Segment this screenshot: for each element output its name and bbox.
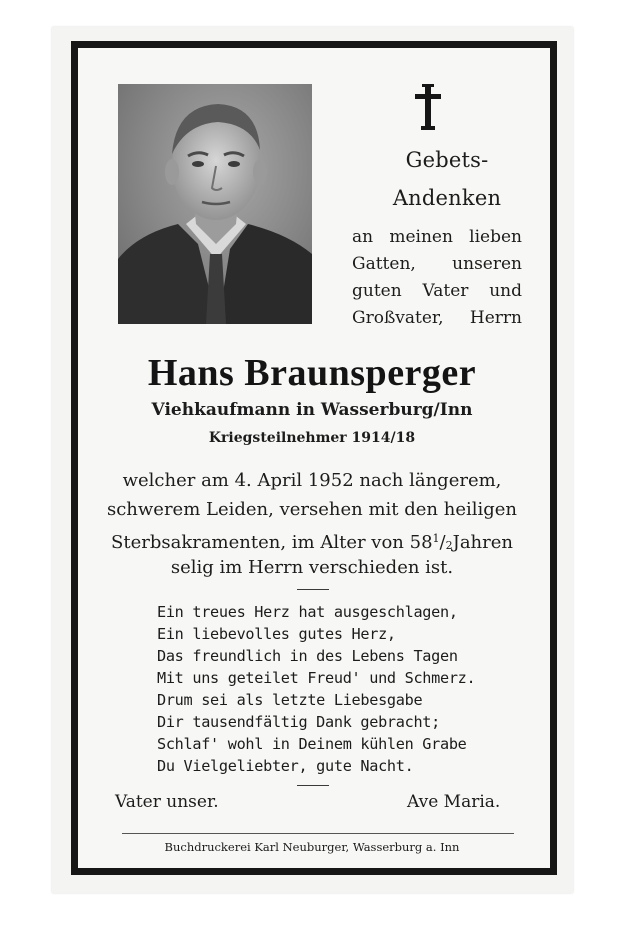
verse-line: Das freundlich in des Lebens Tagen bbox=[157, 647, 458, 665]
verse-line: Du Vielgeliebter, gute Nacht. bbox=[157, 757, 414, 775]
verse-line: Ein treues Herz hat ausgeschlagen, bbox=[157, 603, 458, 621]
heading-gebets: Gebets- bbox=[405, 148, 489, 172]
age-fraction-slash: / bbox=[439, 532, 446, 553]
obituary-line: schwerem Leiden, versehen mit den heiligen bbox=[106, 499, 518, 520]
verse-line: Mit uns geteilet Freud' und Schmerz. bbox=[157, 669, 476, 687]
deceased-occupation: Viehkaufmann in Wasserburg/Inn bbox=[151, 400, 473, 420]
heading-andenken: Andenken bbox=[392, 186, 502, 210]
deceased-name: Hans Braunsperger bbox=[147, 352, 477, 394]
intro-line: Gatten, unseren bbox=[352, 254, 522, 274]
printer-credit: Buchdruckerei Karl Neuburger, Wasserburg a. Inn bbox=[164, 840, 460, 854]
obituary-line: selig im Herrn verschieden ist. bbox=[170, 557, 454, 578]
obituary-line: welcher am 4. April 1952 nach längerem, bbox=[122, 470, 502, 491]
prayer-vater-unser: Vater unser. bbox=[115, 792, 219, 812]
divider bbox=[297, 589, 329, 590]
intro-line: guten Vater und bbox=[352, 281, 522, 301]
age-fraction-denominator: 2 bbox=[445, 539, 453, 552]
footer-rule bbox=[122, 833, 514, 834]
portrait-photo bbox=[118, 84, 312, 324]
cross-icon bbox=[411, 84, 445, 130]
verse-line: Ein liebevolles gutes Herz, bbox=[157, 625, 396, 643]
divider bbox=[297, 785, 329, 786]
verse-line: Drum sei als letzte Liebesgabe bbox=[157, 691, 423, 709]
intro-line: Großvater, Herrn bbox=[352, 308, 522, 328]
prayer-ave-maria: Ave Maria. bbox=[407, 792, 501, 812]
verse-line: Schlaf' wohl in Deinem kühlen Grabe bbox=[157, 735, 467, 753]
age-text: Sterbsakramenten, im Alter von 58 bbox=[111, 532, 433, 553]
age-fraction-numerator: 1 bbox=[432, 532, 440, 545]
veteran-note: Kriegsteilnehmer 1914/18 bbox=[208, 430, 416, 446]
verse-line: Dir tausendfältig Dank gebracht; bbox=[157, 713, 440, 731]
age-unit: Jahren bbox=[452, 532, 513, 553]
intro-line: an meinen lieben bbox=[352, 227, 522, 247]
